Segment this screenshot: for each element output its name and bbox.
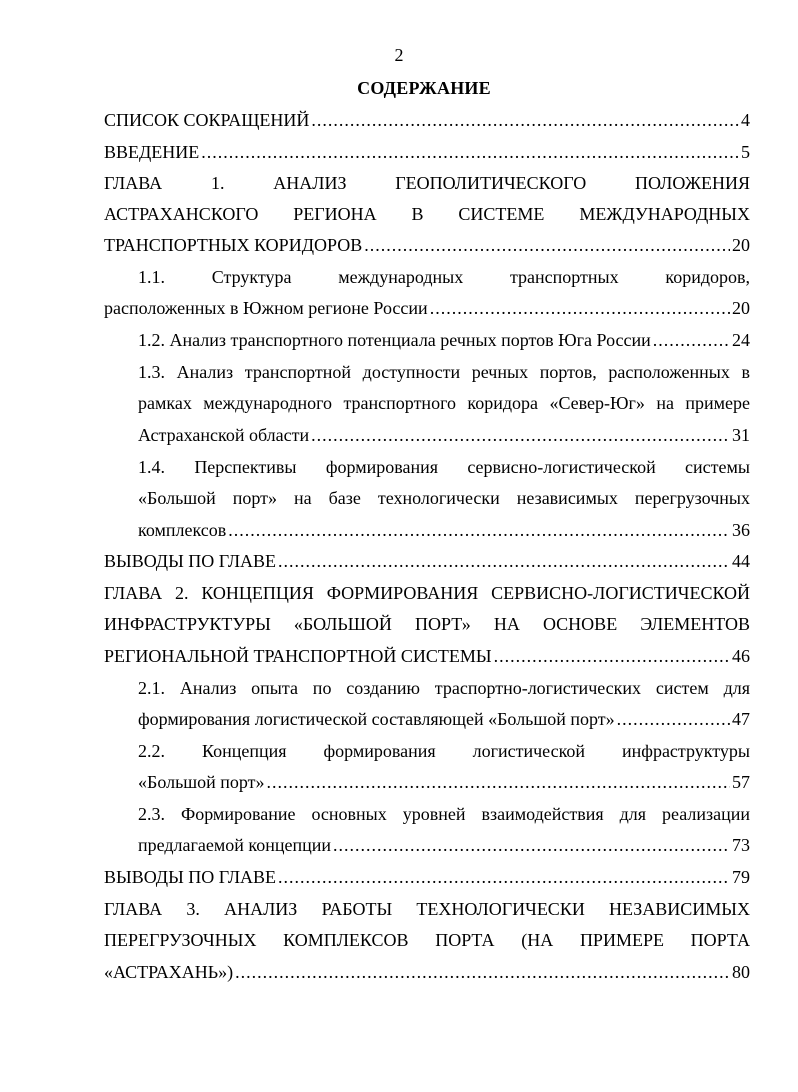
toc-entry-text: СПИСОК СОКРАЩЕНИЙ: [104, 110, 310, 130]
toc-entry-page: 4: [741, 110, 750, 130]
toc-entry-page: 44: [732, 551, 750, 571]
toc-entry-section-2-3-line-2[interactable]: [138, 832, 750, 858]
toc-entry-introduction[interactable]: [104, 139, 750, 165]
dot-leader: [494, 643, 730, 669]
dot-leader: [617, 706, 730, 732]
toc-entry-page: 31: [732, 425, 750, 445]
toc-entry-text: 1.2. Анализ транспортного потенциала речных портов Юга России: [138, 330, 651, 350]
toc-entry-text: «Большой порт»: [138, 772, 265, 792]
toc-entry-section-2-2-line-1[interactable]: 2.2. Концепция формирования логистической инфраструктуры: [138, 741, 750, 761]
dot-leader: [653, 327, 730, 353]
toc-entry-page: 79: [732, 867, 750, 887]
toc-entry-text: ТРАНСПОРТНЫХ КОРИДОРОВ: [104, 235, 363, 255]
toc-entry-chapter-2-conclusions[interactable]: [104, 864, 750, 890]
toc-entry-page: 57: [732, 772, 750, 792]
toc-entry-text: ВВЕДЕНИЕ: [104, 142, 200, 162]
dot-leader: [228, 517, 730, 543]
toc-entry-section-1-3-line-1[interactable]: 1.3. Анализ транспортной доступности речных портов, расположенных в: [138, 362, 750, 382]
dot-leader: [278, 864, 730, 890]
toc-title: СОДЕРЖАНИЕ: [357, 78, 491, 98]
toc-entry-chapter-3-line-2[interactable]: ПЕРЕГРУЗОЧНЫХ КОМПЛЕКСОВ ПОРТА (НА ПРИМЕРЕ ПОРТА: [104, 930, 750, 950]
toc-entry-chapter-1-line-1[interactable]: ГЛАВА 1. АНАЛИЗ ГЕОПОЛИТИЧЕСКОГО ПОЛОЖЕНИЯ: [104, 173, 750, 193]
toc-entry-text: «АСТРАХАНЬ»): [104, 962, 234, 982]
toc-entry-text: формирования логистической составляющей «Большой порт»: [138, 709, 615, 729]
dot-leader: [311, 422, 730, 448]
toc-entry-section-1-2[interactable]: [138, 327, 750, 353]
toc-entry-text: ВЫВОДЫ ПО ГЛАВЕ: [104, 867, 277, 887]
toc-entry-chapter-3-line-3[interactable]: [104, 959, 750, 985]
toc-entry-section-2-2-line-2[interactable]: [138, 769, 750, 795]
dot-leader: [311, 107, 739, 133]
toc-entry-page: 5: [741, 142, 750, 162]
toc-entry-page: 73: [732, 835, 750, 855]
toc-entry-chapter-1-conclusions[interactable]: [104, 548, 750, 574]
toc-entry-chapter-2-line-1[interactable]: ГЛАВА 2. КОНЦЕПЦИЯ ФОРМИРОВАНИЯ СЕРВИСНО-ЛОГИСТИЧЕСКОЙ: [104, 583, 750, 603]
toc-entry-abbreviations[interactable]: [104, 107, 750, 133]
toc-entry-page: 24: [732, 330, 750, 350]
dot-leader: [201, 139, 739, 165]
toc-entry-section-1-1-line-2[interactable]: [104, 295, 750, 321]
dot-leader: [333, 832, 730, 858]
toc-entry-page: 36: [732, 520, 750, 540]
toc-entry-chapter-3-line-1[interactable]: ГЛАВА 3. АНАЛИЗ РАБОТЫ ТЕХНОЛОГИЧЕСКИ НЕЗАВИСИМЫХ: [104, 899, 750, 919]
toc-entry-page: 80: [732, 962, 750, 982]
toc-entry-chapter-1-line-2[interactable]: АСТРАХАНСКОГО РЕГИОНА В СИСТЕМЕ МЕЖДУНАРОДНЫХ: [104, 204, 750, 224]
page-number: 2: [394, 45, 404, 65]
toc-entry-section-2-3-line-1[interactable]: 2.3. Формирование основных уровней взаимодействия для реализации: [138, 804, 750, 824]
toc-entry-chapter-2-line-3[interactable]: [104, 643, 750, 669]
toc-entry-text: РЕГИОНАЛЬНОЙ ТРАНСПОРТНОЙ СИСТЕМЫ: [104, 646, 492, 666]
toc-entry-chapter-2-line-2[interactable]: ИНФРАСТРУКТУРЫ «БОЛЬШОЙ ПОРТ» НА ОСНОВЕ ЭЛЕМЕНТОВ: [104, 614, 750, 634]
toc-entry-text: расположенных в Южном регионе России: [104, 298, 428, 318]
dot-leader: [235, 959, 730, 985]
dot-leader: [267, 769, 730, 795]
toc-entry-page: 47: [732, 709, 750, 729]
toc-entry-text: ВЫВОДЫ ПО ГЛАВЕ: [104, 551, 277, 571]
toc-entry-section-1-4-line-1[interactable]: 1.4. Перспективы формирования сервисно-логистической системы: [138, 457, 750, 477]
dot-leader: [364, 232, 730, 258]
dot-leader: [278, 548, 730, 574]
toc-entry-section-1-1-line-1[interactable]: 1.1. Структура международных транспортных коридоров,: [138, 267, 750, 287]
toc-entry-chapter-1-line-3[interactable]: [104, 232, 750, 258]
toc-entry-section-2-1-line-2[interactable]: [138, 706, 750, 732]
toc-entry-page: 20: [732, 298, 750, 318]
toc-entry-section-1-3-line-2[interactable]: рамках международного транспортного коридора «Север-Юг» на примере: [138, 393, 750, 413]
toc-entry-text: комплексов: [138, 520, 227, 540]
toc-entry-text: Астраханской области: [138, 425, 310, 445]
toc-entry-page: 46: [732, 646, 750, 666]
toc-entry-section-1-3-line-3[interactable]: [138, 422, 750, 448]
toc-entry-section-2-1-line-1[interactable]: 2.1. Анализ опыта по созданию траспортно-логистических систем для: [138, 678, 750, 698]
toc-entry-text: предлагаемой концепции: [138, 835, 332, 855]
toc-entry-section-1-4-line-2[interactable]: «Большой порт» на базе технологически независимых перегрузочных: [138, 488, 750, 508]
toc-entry-section-1-4-line-3[interactable]: [138, 517, 750, 543]
dot-leader: [430, 295, 730, 321]
toc-entry-page: 20: [732, 235, 750, 255]
